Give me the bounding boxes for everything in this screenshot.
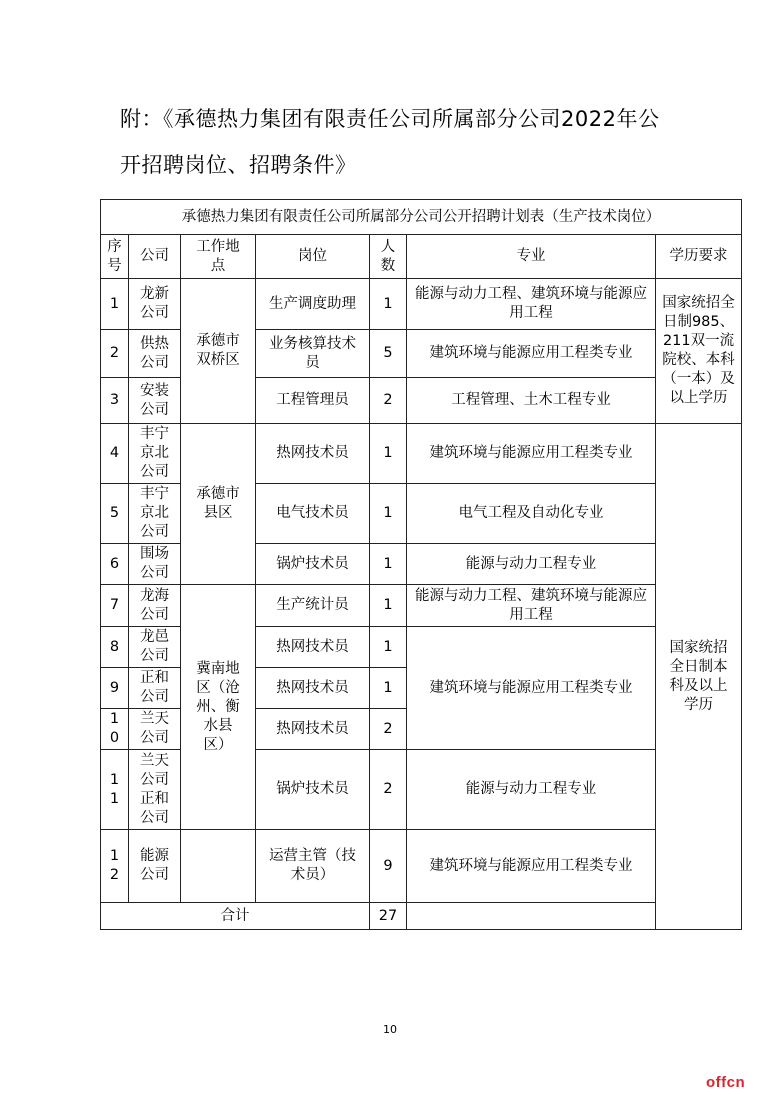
document-heading	[120, 96, 680, 188]
row-index: 2	[101, 330, 129, 378]
row-position: 热网技术员	[256, 424, 370, 484]
row-position: 热网技术员	[256, 627, 370, 668]
row-major: 建筑环境与能源应用工程类专业	[407, 830, 656, 903]
row-major: 能源与动力工程、建筑环境与能源应用工程	[407, 585, 656, 627]
total-major	[407, 903, 656, 930]
header-location: 工作地点	[181, 235, 256, 279]
row-company: 龙海公司	[129, 585, 181, 627]
table-row	[101, 830, 742, 903]
location-jinan: 冀南地区（沧州、衡水县区）	[181, 585, 256, 830]
row-count: 1	[370, 279, 407, 330]
row-major: 工程管理、土木工程专业	[407, 378, 656, 424]
row-major: 能源与动力工程专业	[407, 750, 656, 830]
row-count: 1	[370, 585, 407, 627]
row-position: 热网技术员	[256, 709, 370, 750]
row-position: 热网技术员	[256, 668, 370, 709]
row-position: 生产统计员	[256, 585, 370, 627]
location-county: 承德市县区	[181, 424, 256, 585]
table-row	[101, 424, 742, 484]
row-company: 正和公司	[129, 668, 181, 709]
row-index: 1	[101, 279, 129, 330]
row-major: 建筑环境与能源应用工程类专业	[407, 330, 656, 378]
header-position: 岗位	[256, 235, 370, 279]
row-position: 运营主管（技术员）	[256, 830, 370, 903]
row-position: 电气技术员	[256, 484, 370, 544]
row-company: 围场公司	[129, 544, 181, 585]
merged-major-8-10: 建筑环境与能源应用工程类专业	[407, 627, 656, 750]
header-company: 公司	[129, 235, 181, 279]
row-major: 建筑环境与能源应用工程类专业	[407, 424, 656, 484]
row-count: 1	[370, 484, 407, 544]
row-index: 6	[101, 544, 129, 585]
recruitment-plan-table	[100, 199, 742, 930]
total-count: 27	[370, 903, 407, 930]
row-position: 锅炉技术员	[256, 750, 370, 830]
row-count: 1	[370, 544, 407, 585]
row-company: 龙邑公司	[129, 627, 181, 668]
table-row	[101, 585, 742, 627]
row-count: 9	[370, 830, 407, 903]
location-shuangqiao: 承德市双桥区	[181, 279, 256, 424]
row-company: 兰天公司正和公司	[129, 750, 181, 830]
heading-line-2: 开招聘岗位、招聘条件》	[120, 153, 357, 177]
row-index: 5	[101, 484, 129, 544]
row-major: 能源与动力工程专业	[407, 544, 656, 585]
row-company: 丰宁京北公司	[129, 484, 181, 544]
row-count: 1	[370, 424, 407, 484]
row-count: 2	[370, 750, 407, 830]
row-count: 1	[370, 627, 407, 668]
row-company: 兰天公司	[129, 709, 181, 750]
row-position: 生产调度助理	[256, 279, 370, 330]
row-count: 5	[370, 330, 407, 378]
row-index: 3	[101, 378, 129, 424]
total-label: 合计	[101, 903, 370, 930]
row-position: 业务核算技术员	[256, 330, 370, 378]
education-group-2: 国家统招全日制本科及以上学历	[656, 424, 742, 930]
education-group-1: 国家统招全日制985、211双一流院校、本科（一本）及以上学历	[656, 279, 742, 424]
table-row	[101, 279, 742, 330]
row-index: 8	[101, 627, 129, 668]
row-count: 2	[370, 378, 407, 424]
row-position: 锅炉技术员	[256, 544, 370, 585]
row-company: 丰宁京北公司	[129, 424, 181, 484]
table-header-row	[101, 235, 742, 279]
row-index: 4	[101, 424, 129, 484]
page-number: 10	[383, 1023, 397, 1036]
row-index: 7	[101, 585, 129, 627]
table-title-row	[101, 200, 742, 235]
row-count: 1	[370, 668, 407, 709]
row-position: 工程管理员	[256, 378, 370, 424]
location-empty	[181, 830, 256, 903]
row-company: 龙新公司	[129, 279, 181, 330]
header-count: 人数	[370, 235, 407, 279]
header-education: 学历要求	[656, 235, 742, 279]
offcn-watermark: offcn	[706, 1074, 746, 1091]
row-company: 安装公司	[129, 378, 181, 424]
row-count: 2	[370, 709, 407, 750]
row-company: 能源公司	[129, 830, 181, 903]
table-title: 承德热力集团有限责任公司所属部分公司公开招聘计划表（生产技术岗位）	[101, 200, 742, 235]
row-index: 11	[101, 750, 129, 830]
row-major: 电气工程及自动化专业	[407, 484, 656, 544]
row-company: 供热公司	[129, 330, 181, 378]
header-index: 序号	[101, 235, 129, 279]
header-major: 专业	[407, 235, 656, 279]
row-index: 12	[101, 830, 129, 903]
heading-line-1: 附：《承德热力集团有限责任公司所属部分公司2022年公	[120, 107, 660, 131]
row-index: 10	[101, 709, 129, 750]
row-major: 能源与动力工程、建筑环境与能源应用工程	[407, 279, 656, 330]
row-index: 9	[101, 668, 129, 709]
table-total-row	[101, 903, 742, 930]
